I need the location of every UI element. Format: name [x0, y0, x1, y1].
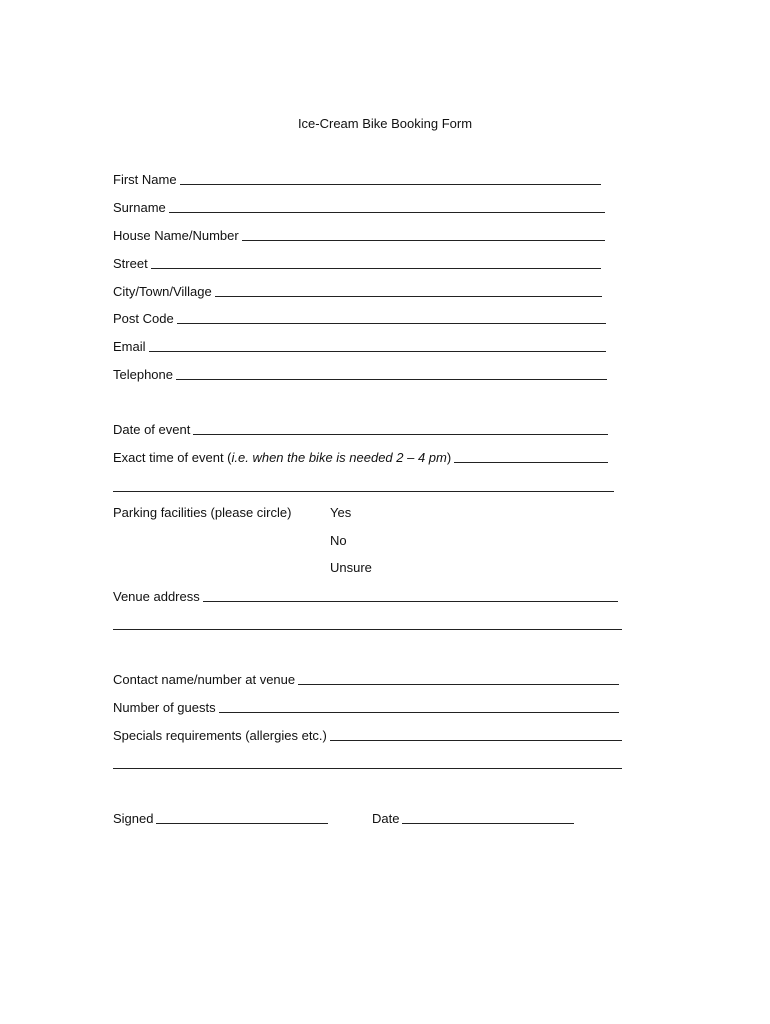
- street-row: [113, 254, 601, 272]
- house-row: [113, 226, 605, 244]
- event-time-extra-line[interactable]: [113, 491, 614, 492]
- post-code-field[interactable]: [177, 323, 606, 324]
- surname-row: [113, 198, 605, 216]
- telephone-label: Telephone: [113, 367, 173, 382]
- sign-date-field[interactable]: [402, 823, 574, 824]
- specials-field[interactable]: [330, 740, 622, 741]
- venue-contact-field[interactable]: [298, 684, 619, 685]
- event-date-label: Date of event: [113, 422, 191, 437]
- event-date-field[interactable]: [193, 434, 608, 435]
- venue-address-field[interactable]: [203, 601, 618, 602]
- venue-contact-row: [113, 670, 619, 688]
- surname-label: Surname: [113, 200, 166, 215]
- parking-option-unsure[interactable]: Unsure: [330, 560, 372, 575]
- telephone-field[interactable]: [176, 379, 607, 380]
- email-label: Email: [113, 339, 146, 354]
- parking-option-no[interactable]: No: [330, 533, 347, 548]
- event-time-note: i.e. when the bike is needed 2 – 4 pm: [231, 450, 447, 465]
- house-label: House Name/Number: [113, 228, 239, 243]
- event-time-prefix: Exact time of event (: [113, 450, 232, 465]
- post-code-label: Post Code: [113, 311, 174, 326]
- street-field[interactable]: [151, 268, 601, 269]
- venue-contact-label: Contact name/number at venue: [113, 672, 296, 687]
- telephone-row: [113, 365, 607, 383]
- venue-address-label: Venue address: [113, 589, 200, 604]
- email-row: [113, 337, 606, 355]
- surname-field[interactable]: [169, 212, 605, 213]
- guests-row: [113, 698, 619, 716]
- guests-label: Number of guests: [113, 700, 216, 715]
- event-time-suffix: ): [446, 450, 452, 465]
- specials-label: Specials requirements (allergies etc.): [113, 728, 327, 743]
- event-date-row: [113, 420, 608, 438]
- venue-address-row: [113, 587, 618, 605]
- city-row: [113, 282, 602, 300]
- event-time-row: [113, 448, 608, 466]
- parking-option-yes[interactable]: Yes: [330, 505, 352, 520]
- signed-label: Signed: [113, 811, 154, 826]
- sign-date-label: Date: [372, 811, 400, 826]
- signed-row: [113, 809, 328, 827]
- specials-row: [113, 726, 622, 744]
- form-title: Ice-Cream Bike Booking Form: [297, 116, 473, 131]
- post-code-row: [113, 309, 606, 327]
- signed-field[interactable]: [156, 823, 328, 824]
- city-label: City/Town/Village: [113, 284, 212, 299]
- guests-field[interactable]: [219, 712, 619, 713]
- specials-extra-line[interactable]: [113, 768, 622, 769]
- street-label: Street: [113, 256, 148, 271]
- sign-date-row: [372, 809, 574, 827]
- first-name-field[interactable]: [180, 184, 601, 185]
- email-field[interactable]: [149, 351, 606, 352]
- house-field[interactable]: [242, 240, 605, 241]
- first-name-row: [113, 170, 601, 188]
- parking-label: Parking facilities (please circle): [113, 505, 292, 520]
- city-field[interactable]: [215, 296, 602, 297]
- event-time-field[interactable]: [454, 462, 608, 463]
- first-name-label: First Name: [113, 172, 177, 187]
- event-time-label: [113, 450, 454, 466]
- venue-address-extra-line[interactable]: [113, 629, 622, 630]
